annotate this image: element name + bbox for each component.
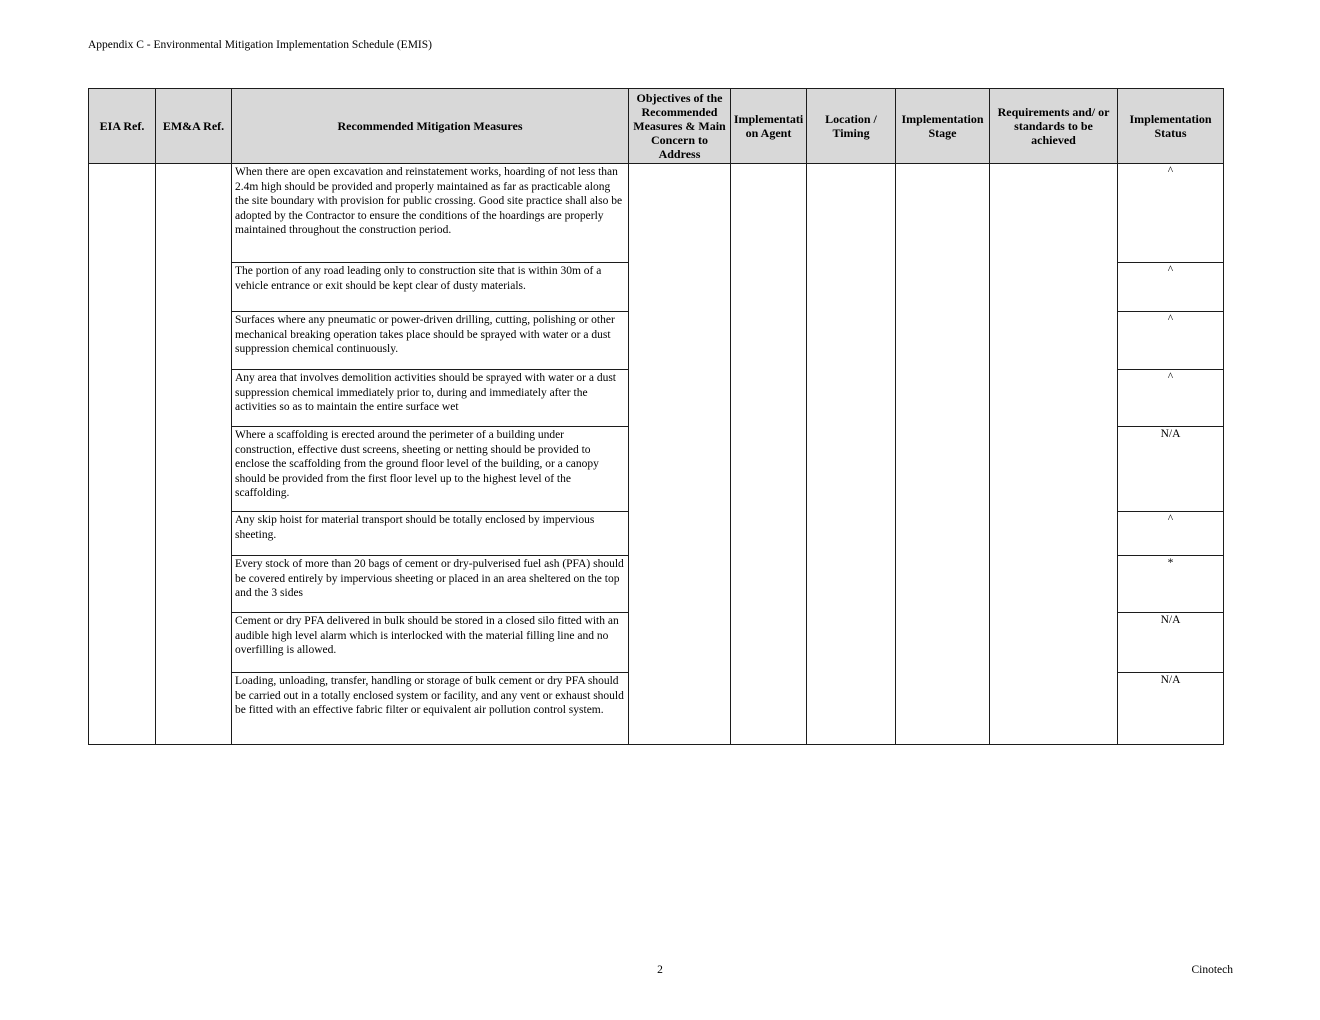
column-header-requirements: Requirements and/ or standards to be achieved [990, 89, 1118, 164]
footer-company-name: Cinotech [1191, 964, 1233, 976]
measure-cell: Any skip hoist for material transport should be totally enclosed by impervious sheeting. [232, 512, 629, 556]
table-row [89, 164, 1224, 263]
column-header-agent: Implementati on Agent [731, 89, 807, 164]
status-cell: ^ [1118, 370, 1224, 427]
status-cell: ^ [1118, 512, 1224, 556]
page-number: 2 [657, 964, 663, 976]
measure-cell: Surfaces where any pneumatic or power-driven drilling, cutting, polishing or other mechanical breaking operation takes place should be sprayed with water or a dust suppression chemical continuously. [232, 312, 629, 370]
status-cell: ^ [1118, 312, 1224, 370]
measure-cell: Loading, unloading, transfer, handling or storage of bulk cement or dry PFA should be carried out in a totally enclosed system or facility, and any vent or exhaust should be fitted with an effective fabric filter or equivalent air pollution control system. [232, 673, 629, 745]
status-cell: N/A [1118, 673, 1224, 745]
location-timing-cell [807, 164, 896, 745]
column-header-location-timing: Location / Timing [807, 89, 896, 164]
measure-cell: Cement or dry PFA delivered in bulk should be stored in a closed silo fitted with an audible high level alarm which is interlocked with the material filling line and no overfilling is allowed. [232, 613, 629, 673]
status-cell: * [1118, 556, 1224, 613]
appendix-title: Appendix C - Environmental Mitigation Implementation Schedule (EMIS) [88, 39, 432, 51]
column-header-eia-ref: EIA Ref. [89, 89, 156, 164]
column-header-ema-ref: EM&A Ref. [156, 89, 232, 164]
measure-cell: The portion of any road leading only to construction site that is within 30m of a vehicle entrance or exit should be kept clear of dusty materials. [232, 263, 629, 312]
measure-cell: Any area that involves demolition activities should be sprayed with water or a dust suppression chemical immediately prior to, during and immediately after the activities so as to maintain the entire surface wet [232, 370, 629, 427]
ema-ref-cell [156, 164, 232, 745]
status-cell: N/A [1118, 427, 1224, 512]
agent-cell [731, 164, 807, 745]
eia-ref-cell [89, 164, 156, 745]
status-cell: N/A [1118, 613, 1224, 673]
stage-cell [896, 164, 990, 745]
objectives-cell [629, 164, 731, 745]
measure-cell: Where a scaffolding is erected around the perimeter of a building under construction, effective dust screens, sheeting or netting should be provided to enclose the scaffolding from the ground floor level of the building, or a canopy should be provided from the first floor level up to the highest level of the scaffolding. [232, 427, 629, 512]
column-header-objectives: Objectives of the Recommended Measures & Main Concern to Address [629, 89, 731, 164]
column-header-measures: Recommended Mitigation Measures [232, 89, 629, 164]
measure-cell: Every stock of more than 20 bags of cement or dry-pulverised fuel ash (PFA) should be covered entirely by impervious sheeting or placed in an area sheltered on the top and the 3 sides [232, 556, 629, 613]
requirements-cell [990, 164, 1118, 745]
measure-cell: When there are open excavation and reinstatement works, hoarding of not less than 2.4m high should be provided and properly maintained as far as practicable along the site boundary with provision for public crossing. Good site practice shall also be adopted by the Contractor to ensure the conditions of the hoardings are properly maintained throughout the construction period. [232, 164, 629, 263]
column-header-status: Implementation Status [1118, 89, 1224, 164]
status-cell: ^ [1118, 164, 1224, 263]
column-header-stage: Implementation Stage [896, 89, 990, 164]
emis-table [88, 88, 1224, 745]
table-header-row [89, 89, 1224, 164]
status-cell: ^ [1118, 263, 1224, 312]
